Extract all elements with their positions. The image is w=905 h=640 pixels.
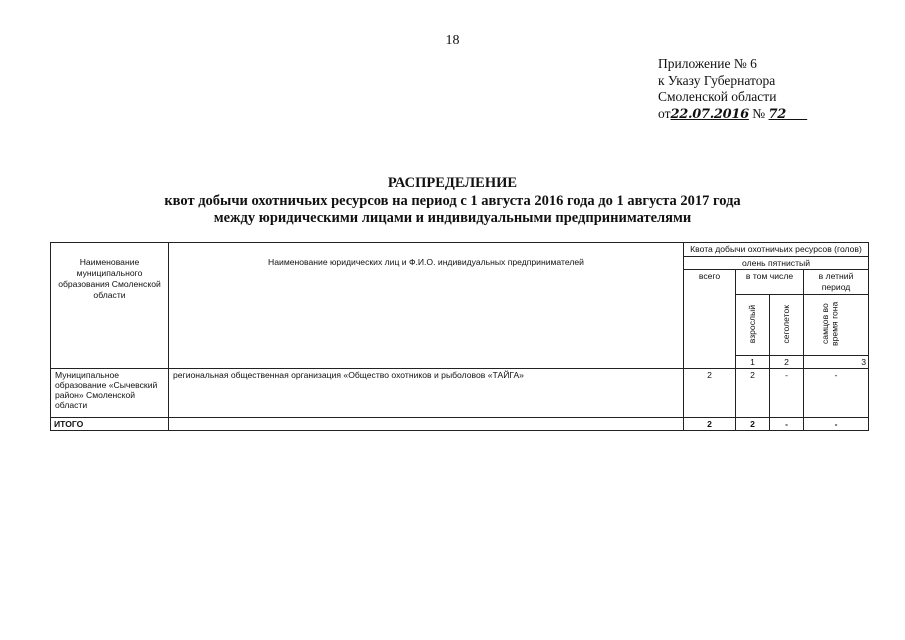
page-number: 18 xyxy=(445,33,460,48)
appendix-line-3: Смоленской области xyxy=(658,89,777,104)
totals-adult: 2 xyxy=(736,418,770,431)
totals-yearling: - xyxy=(770,418,804,431)
column-number: 2 xyxy=(770,356,804,369)
header-adult-text: взрослый xyxy=(746,304,757,344)
header-summer: в летний период xyxy=(804,270,869,295)
yearling-cell: - xyxy=(770,369,804,418)
header-including: в том числе xyxy=(736,270,804,295)
number-underline xyxy=(786,107,807,122)
title-line-1: РАСПРЕДЕЛЕНИЕ xyxy=(387,175,518,191)
totals-total: 2 xyxy=(684,418,736,431)
table-row xyxy=(51,369,869,418)
municipality-cell: Муниципальное образование «Сычевский район» Смоленской области xyxy=(51,369,169,418)
appendix-line-1: Приложение № 6 xyxy=(658,56,757,71)
totals-label: ИТОГО xyxy=(51,418,169,431)
total-cell: 2 xyxy=(684,369,736,418)
appendix-date-line xyxy=(658,106,807,124)
totals-summer: - xyxy=(804,418,869,431)
date-prefix: от xyxy=(658,105,671,121)
adult-cell: 2 xyxy=(736,369,770,418)
quota-distribution-table xyxy=(50,242,869,431)
header-species: олень пятнистый xyxy=(684,257,869,270)
header-total: всего xyxy=(684,270,736,369)
header-entities: Наименование юридических лиц и Ф.И.О. индивидуальных предпринимателей xyxy=(169,243,684,369)
header-yearling-text: сеголеток xyxy=(780,304,791,344)
handwritten-number: 72 xyxy=(768,106,787,122)
column-number: 1 xyxy=(736,356,770,369)
title-line-3: между юридическими лицами и индивидуальными предпринимателями xyxy=(213,210,692,226)
header-males-rut xyxy=(804,295,869,356)
column-number: 3 xyxy=(804,356,869,369)
number-prefix: № xyxy=(752,105,766,121)
document-title xyxy=(0,175,905,228)
header-males-rut-text: самцов во время гона xyxy=(820,301,840,347)
handwritten-date: 22.07.2016 xyxy=(670,106,749,122)
header-yearling xyxy=(770,295,804,356)
header-adult xyxy=(736,295,770,356)
appendix-line-2: к Указу Губернатора xyxy=(658,72,776,88)
appendix-block xyxy=(658,56,807,123)
title-line-2: квот добычи охотничьих ресурсов на период с 1 августа 2016 года до 1 августа 2017 года xyxy=(164,192,741,209)
header-quota: Квота добычи охотничьих ресурсов (голов) xyxy=(684,243,869,257)
entity-cell: региональная общественная организация «Общество охотников и рыболовов «ТАЙГА» xyxy=(169,369,684,418)
summer-cell: - xyxy=(804,369,869,418)
totals-empty-cell xyxy=(169,418,684,431)
totals-row xyxy=(51,418,869,431)
header-municipality: Наименование муниципального образования Смоленской области xyxy=(51,243,169,369)
